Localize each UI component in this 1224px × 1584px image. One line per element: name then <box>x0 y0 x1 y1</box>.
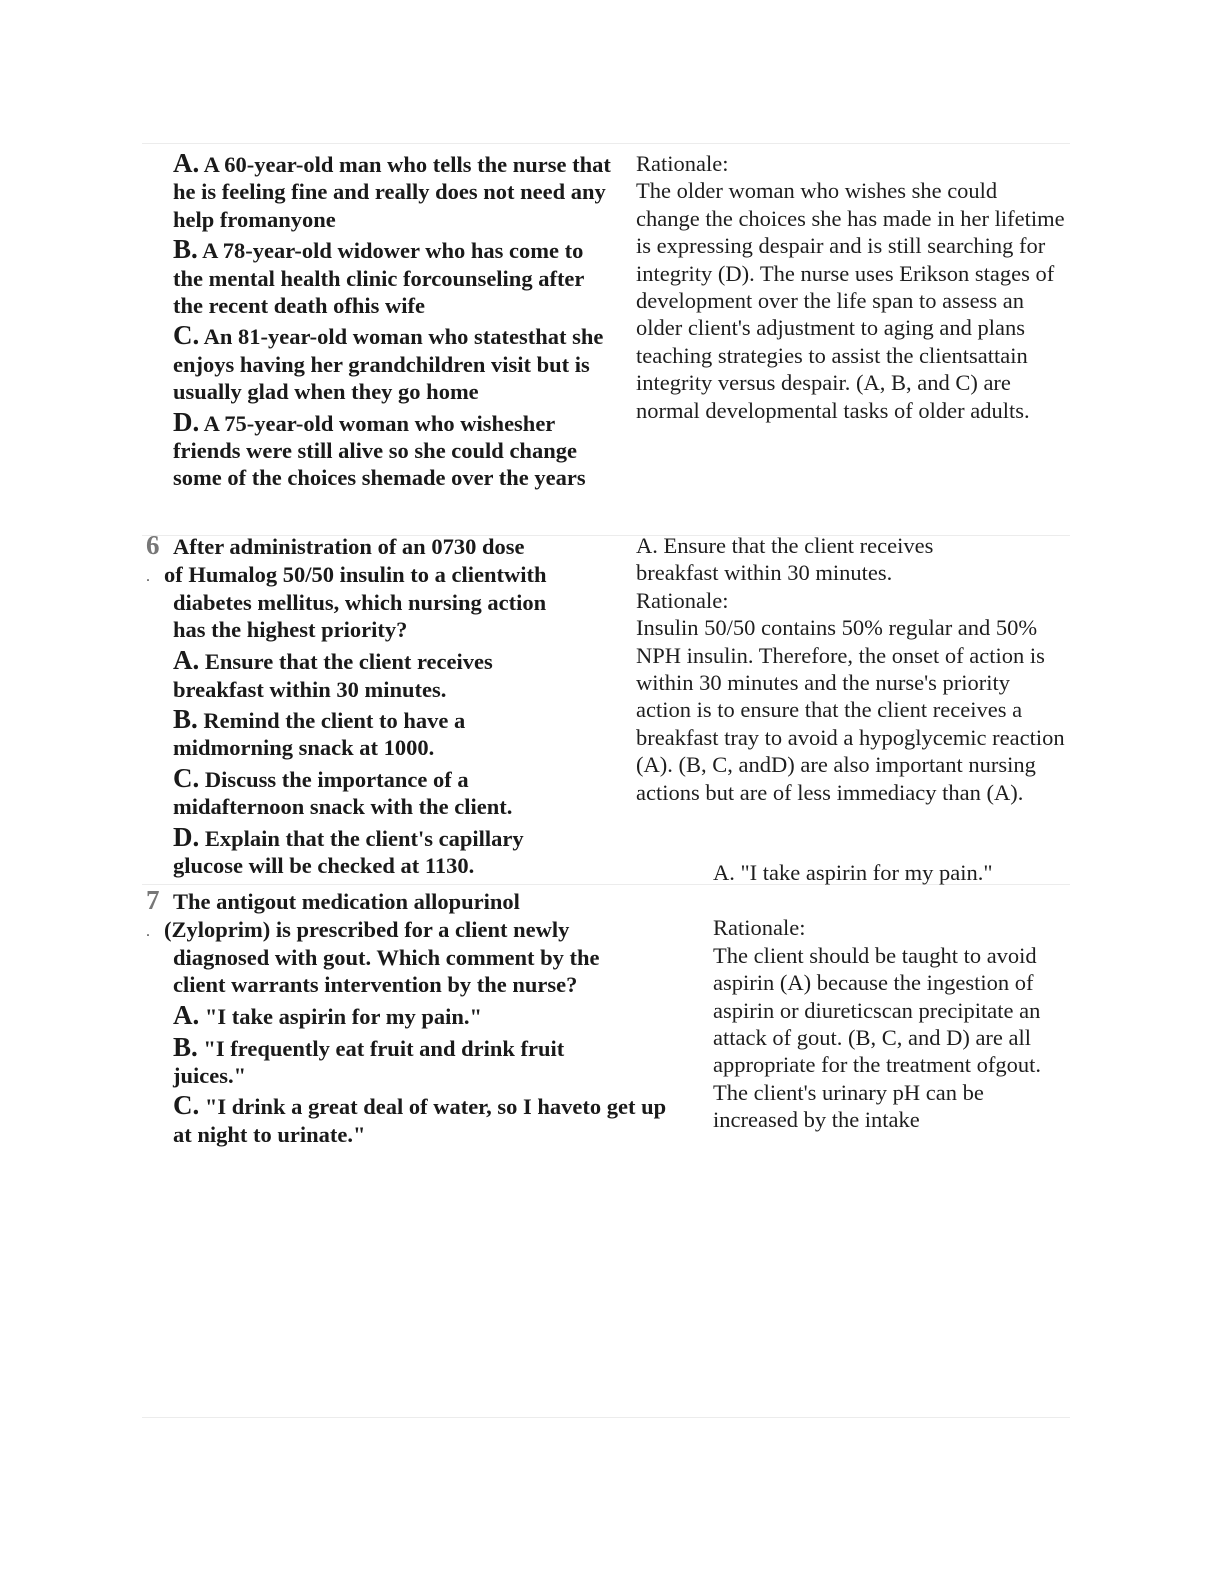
rationale-text: The client should be taught to avoid aspirin (A) because the ingestion of aspirin or diureticscan precipitate an attack of gout. (B, C, and D) are all appropriate for the treatment ofgout. The client's urinary pH can be increased by the intake <box>713 942 1041 1133</box>
option-a: A. Ensure that the client receives breakfast within 30 minutes. <box>173 645 493 702</box>
rationale-text: Insulin 50/50 contains 50% regular and 50% NPH insulin. Therefore, the onset of action is within 30 minutes and the nurse's priority action is to ensure that the client receives a breakfast tray to avoid a hypoglycemic reaction (A). (B, C, andD) are also important nursing actions but are of less immediacy than (A). <box>636 615 1065 805</box>
rationale-panel <box>636 150 1066 424</box>
option-d: D. Explain that the client's capillary glucose will be checked at 1130. <box>173 821 524 879</box>
option-b: B. A 78-year-old widower who has come to the mental health clinic forcounseling after the recent death ofhis wife <box>173 234 584 319</box>
option-d: D. A 75-year-old woman who wishesher friends were still alive so she could change some of the choices shemade over the years <box>173 406 586 491</box>
table-rule-top <box>142 143 1070 144</box>
question-stem: The antigout medication allopurinol (Zyloprim) is prescribed for a client newly diagnosed with gout. Which comment by the client warrants intervention by the nurse? <box>164 889 600 998</box>
question-number-dot: . <box>146 568 150 585</box>
correct-answer: A. "I take aspirin for my pain." <box>713 860 993 885</box>
rationale-text: The older woman who wishes she could change the choices she has made in her lifetime is expressing despair and is still searching for integrity (D). The nurse uses Erikson stages of development over the life span to assess an older client's adjustment to aging and plans teaching strategies to assist the clientsattain integrity versus despair. (A, B, and C) are normal developmental tasks of older adults. <box>636 178 1065 423</box>
option-b: B. Remind the client to have a midmorning snack at 1000. <box>173 704 466 761</box>
option-a: A. "I take aspirin for my pain." <box>173 1000 482 1031</box>
rationale-label: Rationale: <box>636 587 729 613</box>
rationale-label: Rationale: <box>636 151 729 176</box>
question-number-dot: . <box>146 923 150 940</box>
answer-panel <box>636 532 1066 806</box>
option-c: C. "I drink a great deal of water, so I haveto get up at night to urinate." <box>173 1090 667 1147</box>
option-c: C. An 81-year-old woman who statesthat she enjoys having her grandchildren visit but is usually glad when they go home <box>173 320 604 405</box>
question-number: 6 <box>146 530 160 560</box>
table-rule-bottom <box>142 1417 1070 1418</box>
correct-answer: A. Ensure that the client receives breakfast within 30 minutes. <box>636 533 934 586</box>
rationale-label: Rationale: <box>713 915 806 941</box>
option-a: A. A 60-year-old man who tells the nurse that he is feeling fine and really does not need any help fromanyone <box>173 148 611 232</box>
option-b: B. "I frequently eat fruit and drink fruit juices." <box>173 1031 565 1088</box>
option-c: C. Discuss the importance of a midafternoon snack with the client. <box>173 762 513 820</box>
question-stem: After administration of an 0730 dose of Humalog 50/50 insulin to a clientwith diabetes mellitus, which nursing action has the highest priority? <box>164 534 547 643</box>
question-number: 7 <box>146 885 160 915</box>
question-options <box>142 150 612 492</box>
question-content <box>142 530 572 879</box>
answer-panel <box>713 859 1068 1134</box>
question-content <box>142 885 667 1148</box>
